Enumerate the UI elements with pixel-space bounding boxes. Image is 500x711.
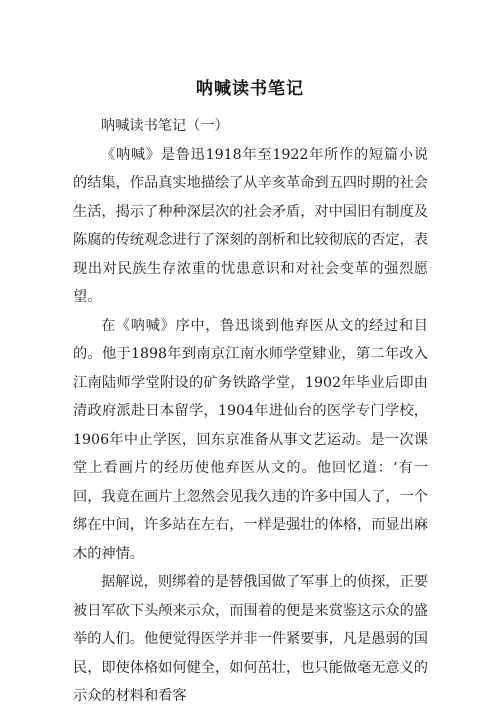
paragraph: 《呐喊》是鲁迅1918年至1922年所作的短篇小说的结集，作品真实地描绘了从辛亥革命到五四时期的社会生活，揭示了种种深层次的社会矛盾，对中国旧有制度及陈腐的传统观念进行了深刻的剖析和比较彻底的否定，表现出对民族生存浓重的忧患意识和对社会变革的强烈愿望。 — [73, 146, 428, 305]
page-title: 呐喊读书笔记 — [196, 79, 304, 99]
paragraph: 据解说，则绑着的是替俄国做了军事上的侦探，正要被日军砍下头颅来示众，而围着的便是来赏鉴这示众的盛举的人们。他便觉得医学并非一件紧要事，凡是愚弱的国民，即使体格如何健全，如何茁壮，也只能做毫无意义的示众的材料和看客 — [73, 574, 428, 704]
section-subtitle: 呐喊读书笔记（一） — [101, 118, 229, 134]
document-body — [73, 112, 428, 711]
paragraph: 在《呐喊》序中，鲁迅谈到他弃医从文的经过和目的。他于1898年到南京江南水师学堂肄业，第二年改入江南陆师学堂附设的矿务铁路学堂，1902年毕业后即由清政府派赴日本留学，1904年进仙台的医学专门学校，1906年中止学医，回东京准备从事文艺运动。是一次课堂上看画片的经历使他弃医从文的。他回忆道：‘有一回，我竟在画片上忽然会见我久违的许多中国人了，一个绑在中间，许多站在左右，一样是强壮的体格，而显出麻木的神情。 — [73, 317, 428, 562]
